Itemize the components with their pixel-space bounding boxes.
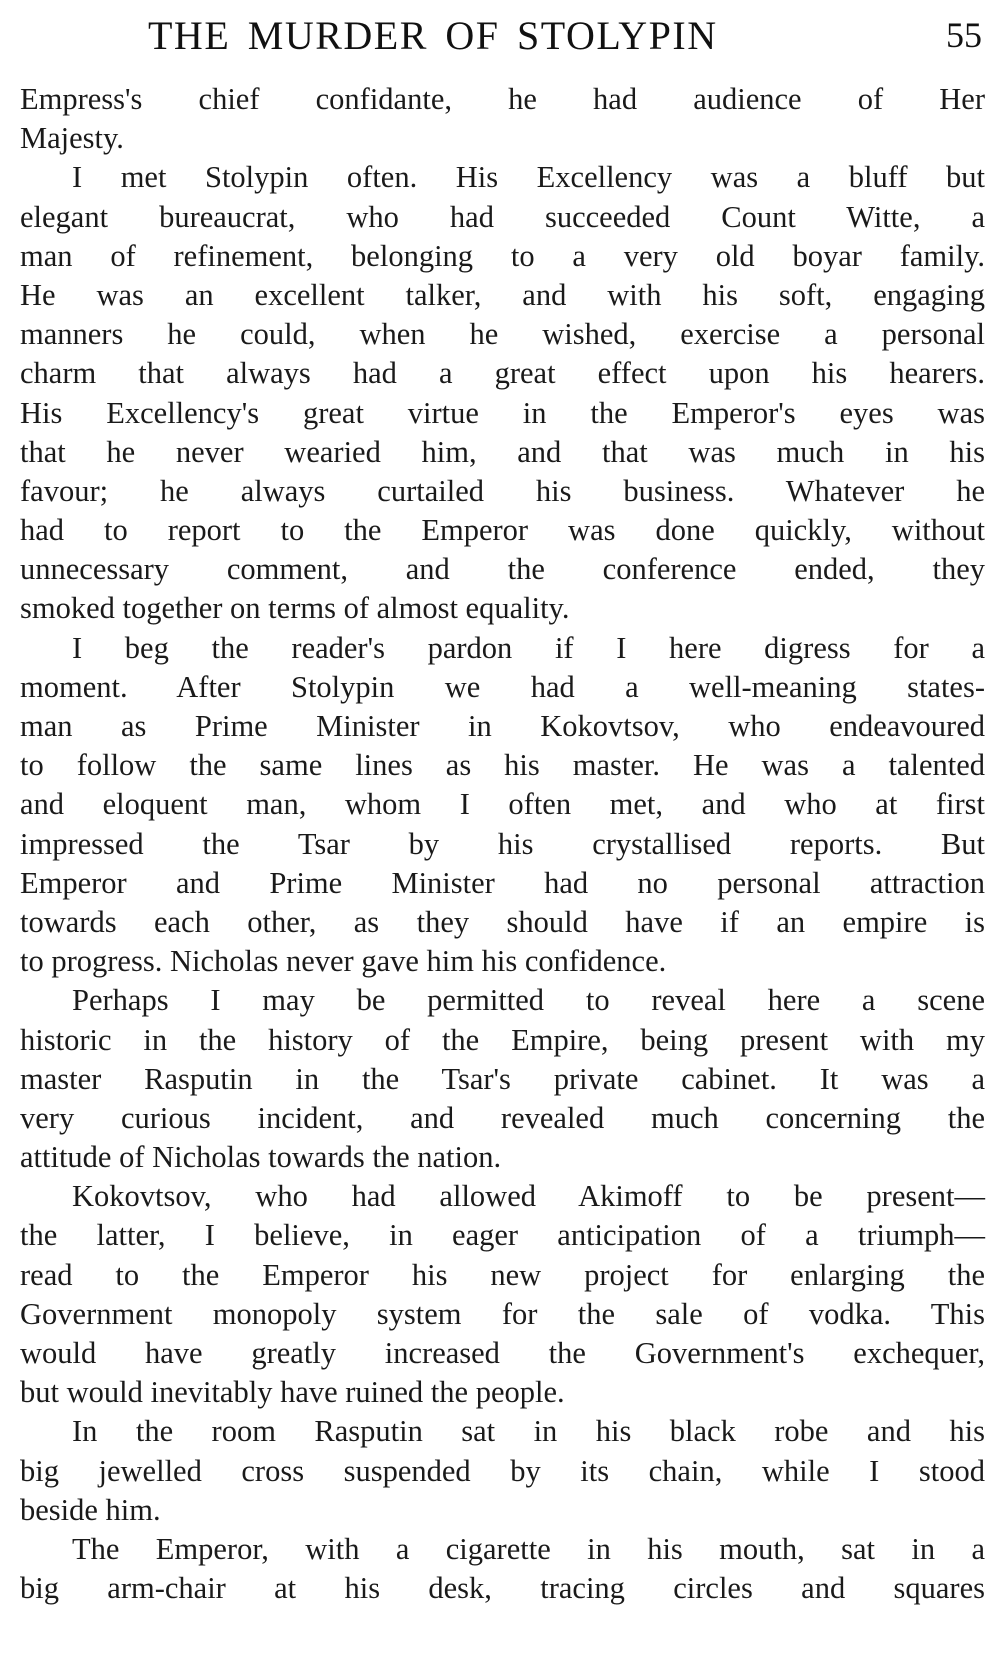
text-line: manners he could, when he wished, exercise a personal bbox=[20, 317, 985, 352]
page-number: 55 bbox=[946, 15, 982, 55]
text-line: man as Prime Minister in Kokovtsov, who endeavoured bbox=[20, 709, 985, 743]
text-line: elegant bureaucrat, who had succeeded Count Witte, a bbox=[20, 199, 985, 234]
text-line: had to report to the Emperor was done quickly, without bbox=[20, 513, 985, 548]
text-line: smoked together on terms of almost equality. bbox=[20, 591, 570, 626]
text-line: very curious incident, and revealed much concerning the bbox=[20, 1100, 985, 1135]
text-line: favour; he always curtailed his business. Whatever he bbox=[20, 473, 985, 508]
text-line: towards each other, as they should have if an empire is bbox=[20, 904, 985, 939]
text-line: charm that always had a great effect upon his hearers. bbox=[20, 356, 985, 391]
text-line: In the room Rasputin sat in his black robe and his bbox=[72, 1414, 985, 1449]
text-line: I met Stolypin often. His Excellency was a bluff but bbox=[72, 160, 985, 195]
text-line: Perhaps I may be permitted to reveal here a scene bbox=[72, 983, 985, 1018]
body-text bbox=[20, 80, 985, 1608]
text-line: Empress's chief confidante, he had audience of Her bbox=[20, 82, 985, 116]
text-line: read to the Emperor his new project for enlarging the bbox=[20, 1257, 985, 1292]
text-line: His Excellency's great virtue in the Emperor's eyes was bbox=[20, 395, 985, 430]
text-line: beside him. bbox=[20, 1492, 161, 1527]
text-line: Kokovtsov, who had allowed Akimoff to be present— bbox=[72, 1179, 985, 1214]
text-line: to follow the same lines as his master. He was a talented bbox=[20, 748, 985, 783]
text-line: He was an excellent talker, and with his soft, engaging bbox=[20, 277, 985, 312]
text-line: Majesty. bbox=[20, 121, 124, 156]
text-line: the latter, I believe, in eager anticipation of a triumph— bbox=[20, 1218, 985, 1253]
text-line: historic in the history of the Empire, being present with my bbox=[20, 1022, 985, 1057]
text-line: attitude of Nicholas towards the nation. bbox=[20, 1140, 502, 1175]
text-line: Emperor and Prime Minister had no personal attraction bbox=[20, 865, 985, 900]
text-line: big arm-chair at his desk, tracing circles and squares bbox=[20, 1571, 985, 1606]
text-line: to progress. Nicholas never gave him his confidence. bbox=[20, 944, 667, 979]
text-line: moment. After Stolypin we had a well-meaning states- bbox=[20, 669, 985, 704]
text-line: master Rasputin in the Tsar's private cabinet. It was a bbox=[20, 1061, 985, 1096]
text-line: and eloquent man, whom I often met, and who at first bbox=[20, 787, 985, 822]
text-line: would have greatly increased the Government's exchequer, bbox=[20, 1336, 985, 1370]
text-line: unnecessary comment, and the conference ended, they bbox=[20, 552, 985, 587]
text-line: I beg the reader's pardon if I here digress for a bbox=[72, 630, 985, 665]
text-line: Government monopoly system for the sale of vodka. This bbox=[20, 1296, 985, 1331]
text-line: that he never wearied him, and that was much in his bbox=[20, 434, 985, 469]
text-line: big jewelled cross suspended by its chain, while I stood bbox=[20, 1453, 985, 1488]
page-header bbox=[148, 10, 988, 60]
text-line: but would inevitably have ruined the people. bbox=[20, 1375, 565, 1410]
running-title: THE MURDER OF STOLYPIN bbox=[148, 12, 718, 58]
text-line: man of refinement, belonging to a very old boyar family. bbox=[20, 238, 985, 273]
text-line: The Emperor, with a cigarette in his mouth, sat in a bbox=[72, 1531, 985, 1566]
text-line: impressed the Tsar by his crystallised reports. But bbox=[20, 826, 985, 861]
